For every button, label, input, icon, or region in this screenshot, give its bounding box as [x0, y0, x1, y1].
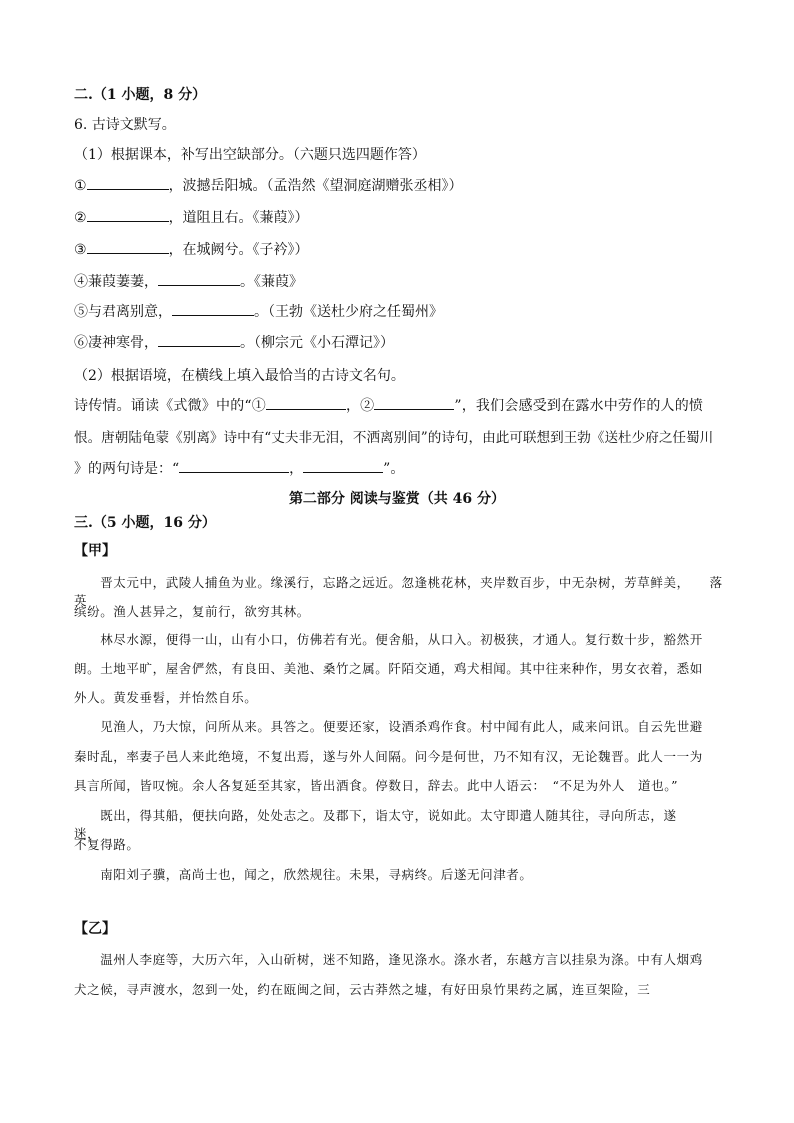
context-text: ”。: [383, 461, 405, 477]
answer-blank[interactable]: [266, 397, 346, 410]
context-text: ，: [289, 461, 304, 477]
answer-blank[interactable]: [87, 177, 169, 190]
item-text: 。（王勃《送杜少府之任蜀州》: [254, 304, 443, 320]
passage-line: 朗。土地平旷，屋舍俨然，有良田、美池、桑竹之属。阡陌交通，鸡犬相闻。其中往来种作，男女衣着，悉如: [74, 661, 703, 676]
passage-line: 林尽水源，便得一山，山有小口，仿佛若有光。便舍船，从口入。初极狭，才通人。复行数十步，豁然开: [74, 632, 703, 647]
section-3-heading: 三.（5 小题，16 分）: [74, 515, 216, 531]
answer-blank[interactable]: [158, 273, 240, 286]
item-text: ⑤与君离别意，: [74, 304, 172, 320]
fill-item-2: [74, 209, 309, 227]
part-2-title: 第二部分 阅读与鉴赏（共 46 分）: [288, 491, 506, 507]
context-text: ，②: [345, 398, 375, 414]
question-6-part1: （1）根据课本，补写出空缺部分。（六题只选四题作答）: [74, 147, 426, 163]
answer-blank[interactable]: [87, 209, 169, 222]
item-text: ⑥凄神寒骨，: [74, 335, 158, 351]
fill-item-4: [74, 273, 303, 291]
answer-blank[interactable]: [374, 397, 454, 410]
context-line-3: [74, 460, 404, 478]
passage-line: 不复得路。: [74, 837, 140, 852]
passage-line: 具言所闻，皆叹惋。余人各复延至其家，皆出酒食。停数日，辞去。此中人语云： “不足为外人 道也。”: [74, 778, 679, 793]
passage-yi: [74, 951, 728, 1011]
item-text: 。《蒹葭》: [240, 274, 303, 290]
answer-blank[interactable]: [87, 241, 169, 254]
section-2-heading: 二.（1 小题，8 分）: [74, 87, 207, 103]
passage-line: 秦时乱，率妻子邑人来此绝境，不复出焉，遂与外人间隔。问今是何世，乃不知有汉，无论魏晋。此人一一为: [74, 749, 703, 764]
answer-blank[interactable]: [172, 303, 254, 316]
fill-item-6: [74, 334, 394, 352]
context-line-2: 恨。唐朝陆龟蒙《别离》诗中有“丈夫非无泪，不洒离别间”的诗句，由此可联想到王勃《送杜少府之任蜀川: [74, 430, 714, 446]
passage-line: 缤纷。渔人甚异之，复前行，欲穷其林。: [74, 604, 310, 619]
passage-jia-label: 【甲】: [74, 543, 116, 559]
passage-line: 外人。黄发垂髫，并怡然自乐。: [74, 690, 258, 705]
answer-blank[interactable]: [303, 460, 383, 473]
passage-line: 南阳刘子骥，高尚士也，闻之，欣然规往。未果，寻病终。后遂无问津者。: [74, 867, 533, 882]
question-6-part2: （2）根据语境，在横线上填入最恰当的古诗文名句。: [74, 368, 405, 384]
answer-blank[interactable]: [158, 334, 240, 347]
fill-item-3: [74, 241, 309, 259]
item-number: ①: [74, 178, 87, 194]
item-number: ③: [74, 242, 87, 258]
item-text: ，在城阙兮。《子衿》）: [168, 242, 309, 258]
passage-line: 犬之候，寻声渡水，忽到一处，约在瓯闽之间，云古莽然之墟，有好田泉竹果药之属，连亘架险，三: [74, 982, 651, 997]
context-text: 》的两句诗是：“: [74, 461, 180, 477]
item-number: ②: [74, 210, 87, 226]
item-text: ，道阻且右。《蒹葭》）: [168, 210, 309, 226]
passage-line: 见渔人，乃大惊，问所从来。具答之。便要还家，设酒杀鸡作食。村中闻有此人，咸来问讯。自云先世避: [74, 719, 703, 734]
answer-blank[interactable]: [179, 460, 289, 473]
item-text: ，波撼岳阳城。（孟浩然《望洞庭湖赠张丞相》）: [168, 178, 463, 194]
question-6-title: 6. 古诗文默写。: [74, 117, 176, 133]
item-text: ④蒹葭萋萋，: [74, 274, 158, 290]
passage-yi-label: 【乙】: [74, 921, 116, 937]
item-text: 。（柳宗元《小石潭记》）: [240, 335, 394, 351]
fill-item-5: [74, 303, 443, 321]
passage-jia: [74, 574, 728, 895]
context-text: 诗传情。诵读《式微》中的“①: [74, 398, 266, 414]
passage-line: 温州人李庭等，大历六年，入山斫树，迷不知路，逢见涤水。涤水者，东越方言以挂泉为涤。中有人烟鸡: [74, 952, 703, 967]
fill-item-1: [74, 177, 463, 195]
passage-line: 既出，得其船，便扶向路，处处志之。及郡下，诣太守，说如此。太守即遣人随其往，寻向所志，遂 迷，: [74, 808, 703, 841]
context-text: ”，我们会感受到在露水中劳作的人的愤: [454, 398, 704, 414]
context-line-1: [74, 397, 703, 415]
passage-line: 晋太元中，武陵人捕鱼为业。缘溪行，忘路之远近。忽逢桃花林，夹岸数百步，中无杂树，芳草鲜美， 落英: [74, 575, 723, 608]
